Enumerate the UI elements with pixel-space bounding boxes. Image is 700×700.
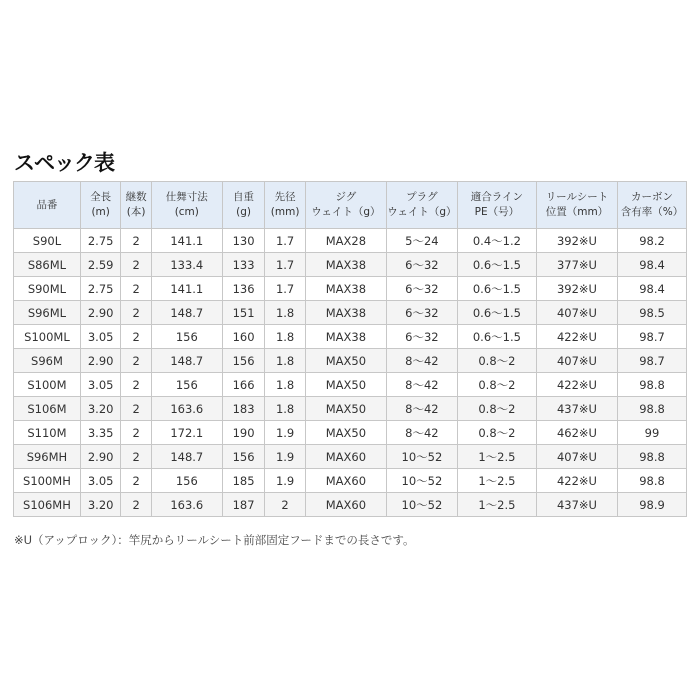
column-header-line: リールシート xyxy=(545,191,609,203)
table-cell: 1〜2.5 xyxy=(457,469,536,493)
table-cell: 3.05 xyxy=(80,373,121,397)
column-header-line: プラグ xyxy=(406,191,438,203)
model-cell: S106MH xyxy=(14,493,81,517)
table-cell: 172.1 xyxy=(151,421,222,445)
table-cell: 1.9 xyxy=(265,421,306,445)
table-cell: 2 xyxy=(121,229,151,253)
table-cell: MAX38 xyxy=(305,253,386,277)
table-cell: 156 xyxy=(151,469,222,493)
table-cell: 2.90 xyxy=(80,445,121,469)
column-header xyxy=(618,182,687,229)
table-cell: 163.6 xyxy=(151,493,222,517)
table-cell: 462※U xyxy=(536,421,617,445)
table-cell: MAX38 xyxy=(305,325,386,349)
column-header-line: (cm) xyxy=(174,206,199,218)
table-cell: 141.1 xyxy=(151,229,222,253)
table-cell: 1〜2.5 xyxy=(457,445,536,469)
table-cell: MAX60 xyxy=(305,493,386,517)
table-cell: 3.05 xyxy=(80,325,121,349)
model-cell: S96ML xyxy=(14,301,81,325)
table-cell: 392※U xyxy=(536,229,617,253)
column-header-line: 先径 xyxy=(274,191,296,203)
table-row xyxy=(14,445,687,469)
table-cell: 0.8〜2 xyxy=(457,397,536,421)
table-row xyxy=(14,229,687,253)
table-cell: MAX50 xyxy=(305,373,386,397)
column-header-line: 品番 xyxy=(36,198,58,211)
page-title: スペック表 xyxy=(14,151,114,175)
table-cell: 2 xyxy=(121,421,151,445)
table-cell: 156 xyxy=(222,349,265,373)
table-cell: 422※U xyxy=(536,325,617,349)
table-cell: 407※U xyxy=(536,349,617,373)
model-cell: S100ML xyxy=(14,325,81,349)
table-cell: 2.90 xyxy=(80,301,121,325)
column-header xyxy=(305,182,386,229)
table-cell: MAX38 xyxy=(305,301,386,325)
table-cell: 98.7 xyxy=(618,349,687,373)
table-cell: 1.7 xyxy=(265,277,306,301)
table-cell: 8〜42 xyxy=(386,397,457,421)
table-cell: 2 xyxy=(121,301,151,325)
model-cell: S86ML xyxy=(14,253,81,277)
table-cell: MAX50 xyxy=(305,421,386,445)
table-cell: 148.7 xyxy=(151,445,222,469)
table-cell: 2 xyxy=(121,253,151,277)
table-cell: 377※U xyxy=(536,253,617,277)
table-row xyxy=(14,373,687,397)
column-header xyxy=(151,182,222,229)
table-cell: MAX50 xyxy=(305,349,386,373)
table-cell: 1.8 xyxy=(265,373,306,397)
table-row xyxy=(14,493,687,517)
table-cell: 156 xyxy=(151,373,222,397)
table-cell: 98.8 xyxy=(618,373,687,397)
table-header-row xyxy=(14,182,687,229)
table-cell: 1.8 xyxy=(265,397,306,421)
table-cell: 148.7 xyxy=(151,301,222,325)
table-cell: 185 xyxy=(222,469,265,493)
column-header-line: ウェイト（g） xyxy=(387,206,457,218)
table-cell: 3.20 xyxy=(80,493,121,517)
column-header xyxy=(265,182,306,229)
table-cell: 437※U xyxy=(536,493,617,517)
table-cell: 187 xyxy=(222,493,265,517)
table-cell: 2.59 xyxy=(80,253,121,277)
table-cell: 166 xyxy=(222,373,265,397)
table-cell: 98.9 xyxy=(618,493,687,517)
table-cell: 2 xyxy=(121,349,151,373)
table-cell: 99 xyxy=(618,421,687,445)
table-cell: MAX50 xyxy=(305,397,386,421)
table-cell: 2 xyxy=(121,445,151,469)
table-cell: 0.6〜1.5 xyxy=(457,277,536,301)
column-header-line: (本) xyxy=(126,206,146,218)
table-cell: 5〜24 xyxy=(386,229,457,253)
table-cell: 1.9 xyxy=(265,469,306,493)
table-cell: 0.6〜1.5 xyxy=(457,325,536,349)
table-cell: 2 xyxy=(121,277,151,301)
table-cell: 98.4 xyxy=(618,277,687,301)
column-header-line: (m) xyxy=(91,206,110,218)
table-cell: 148.7 xyxy=(151,349,222,373)
table-row xyxy=(14,349,687,373)
table-cell: 2 xyxy=(121,397,151,421)
table-cell: 98.8 xyxy=(618,397,687,421)
table-cell: MAX60 xyxy=(305,469,386,493)
table-cell: 2 xyxy=(121,493,151,517)
column-header-line: ジグ xyxy=(335,191,357,203)
table-cell: 6〜32 xyxy=(386,277,457,301)
table-cell: 183 xyxy=(222,397,265,421)
column-header-line: 仕舞寸法 xyxy=(165,191,208,203)
table-row xyxy=(14,301,687,325)
column-header xyxy=(14,182,81,229)
table-cell: 2 xyxy=(121,469,151,493)
table-body xyxy=(14,229,687,517)
column-header-line: 全長 xyxy=(90,191,112,203)
table-cell: 2 xyxy=(265,493,306,517)
table-cell: 6〜32 xyxy=(386,253,457,277)
table-row xyxy=(14,277,687,301)
table-cell: 136 xyxy=(222,277,265,301)
table-cell: MAX28 xyxy=(305,229,386,253)
column-header xyxy=(121,182,151,229)
table-cell: 160 xyxy=(222,325,265,349)
column-header-line: (g) xyxy=(236,206,251,218)
table-cell: 163.6 xyxy=(151,397,222,421)
table-cell: 2.75 xyxy=(80,229,121,253)
spec-table xyxy=(13,181,687,517)
table-cell: 0.8〜2 xyxy=(457,373,536,397)
table-cell: 10〜52 xyxy=(386,469,457,493)
column-header-line: PE（号） xyxy=(474,206,520,218)
column-header xyxy=(386,182,457,229)
table-cell: 0.6〜1.5 xyxy=(457,301,536,325)
model-cell: S96M xyxy=(14,349,81,373)
table-cell: 98.4 xyxy=(618,253,687,277)
table-cell: 190 xyxy=(222,421,265,445)
table-cell: 130 xyxy=(222,229,265,253)
model-cell: S110M xyxy=(14,421,81,445)
table-cell: 8〜42 xyxy=(386,373,457,397)
column-header-line: カーボン xyxy=(631,191,673,203)
table-cell: 8〜42 xyxy=(386,421,457,445)
table-cell: 1.8 xyxy=(265,301,306,325)
table-cell: 0.8〜2 xyxy=(457,421,536,445)
model-cell: S90ML xyxy=(14,277,81,301)
table-cell: 133.4 xyxy=(151,253,222,277)
table-cell: 133 xyxy=(222,253,265,277)
table-cell: MAX38 xyxy=(305,277,386,301)
table-cell: 1.7 xyxy=(265,229,306,253)
column-header xyxy=(222,182,265,229)
table-cell: 392※U xyxy=(536,277,617,301)
column-header-line: 適合ライン xyxy=(470,191,523,203)
table-cell: 0.4〜1.2 xyxy=(457,229,536,253)
table-row xyxy=(14,397,687,421)
column-header xyxy=(536,182,617,229)
table-cell: 437※U xyxy=(536,397,617,421)
table-cell: 98.8 xyxy=(618,445,687,469)
column-header-line: 継数 xyxy=(125,191,147,203)
model-cell: S96MH xyxy=(14,445,81,469)
table-cell: 6〜32 xyxy=(386,301,457,325)
table-cell: 141.1 xyxy=(151,277,222,301)
table-cell: 8〜42 xyxy=(386,349,457,373)
table-cell: 2 xyxy=(121,325,151,349)
table-cell: 3.35 xyxy=(80,421,121,445)
table-row xyxy=(14,469,687,493)
column-header xyxy=(457,182,536,229)
table-cell: 98.5 xyxy=(618,301,687,325)
table-cell: 2 xyxy=(121,373,151,397)
table-cell: 422※U xyxy=(536,469,617,493)
model-cell: S100MH xyxy=(14,469,81,493)
table-cell: 1.9 xyxy=(265,445,306,469)
table-cell: MAX60 xyxy=(305,445,386,469)
table-cell: 0.8〜2 xyxy=(457,349,536,373)
table-cell: 422※U xyxy=(536,373,617,397)
column-header-line: (mm) xyxy=(270,206,300,218)
table-row xyxy=(14,325,687,349)
column-header-line: 含有率（%） xyxy=(620,206,684,218)
table-cell: 98.8 xyxy=(618,469,687,493)
table-cell: 2.90 xyxy=(80,349,121,373)
table-cell: 98.7 xyxy=(618,325,687,349)
table-cell: 1.8 xyxy=(265,325,306,349)
table-cell: 407※U xyxy=(536,301,617,325)
table-cell: 1.8 xyxy=(265,349,306,373)
column-header-line: ウェイト（g） xyxy=(311,206,381,218)
column-header-line: 自重 xyxy=(233,191,255,203)
column-header-line: 位置（mm） xyxy=(545,206,609,218)
table-cell: 3.20 xyxy=(80,397,121,421)
table-row xyxy=(14,253,687,277)
table-cell: 2.75 xyxy=(80,277,121,301)
model-cell: S100M xyxy=(14,373,81,397)
table-row xyxy=(14,421,687,445)
table-cell: 0.6〜1.5 xyxy=(457,253,536,277)
table-cell: 98.2 xyxy=(618,229,687,253)
table-cell: 156 xyxy=(151,325,222,349)
table-cell: 156 xyxy=(222,445,265,469)
model-cell: S90L xyxy=(14,229,81,253)
table-cell: 6〜32 xyxy=(386,325,457,349)
table-cell: 151 xyxy=(222,301,265,325)
model-cell: S106M xyxy=(14,397,81,421)
table-cell: 10〜52 xyxy=(386,493,457,517)
footnote: ※U（アップロック）：竿尻からリールシート前部固定フードまでの長さです。 xyxy=(14,533,415,547)
table-cell: 10〜52 xyxy=(386,445,457,469)
table-cell: 1.7 xyxy=(265,253,306,277)
table-cell: 407※U xyxy=(536,445,617,469)
column-header xyxy=(80,182,121,229)
table-cell: 1〜2.5 xyxy=(457,493,536,517)
table-cell: 3.05 xyxy=(80,469,121,493)
